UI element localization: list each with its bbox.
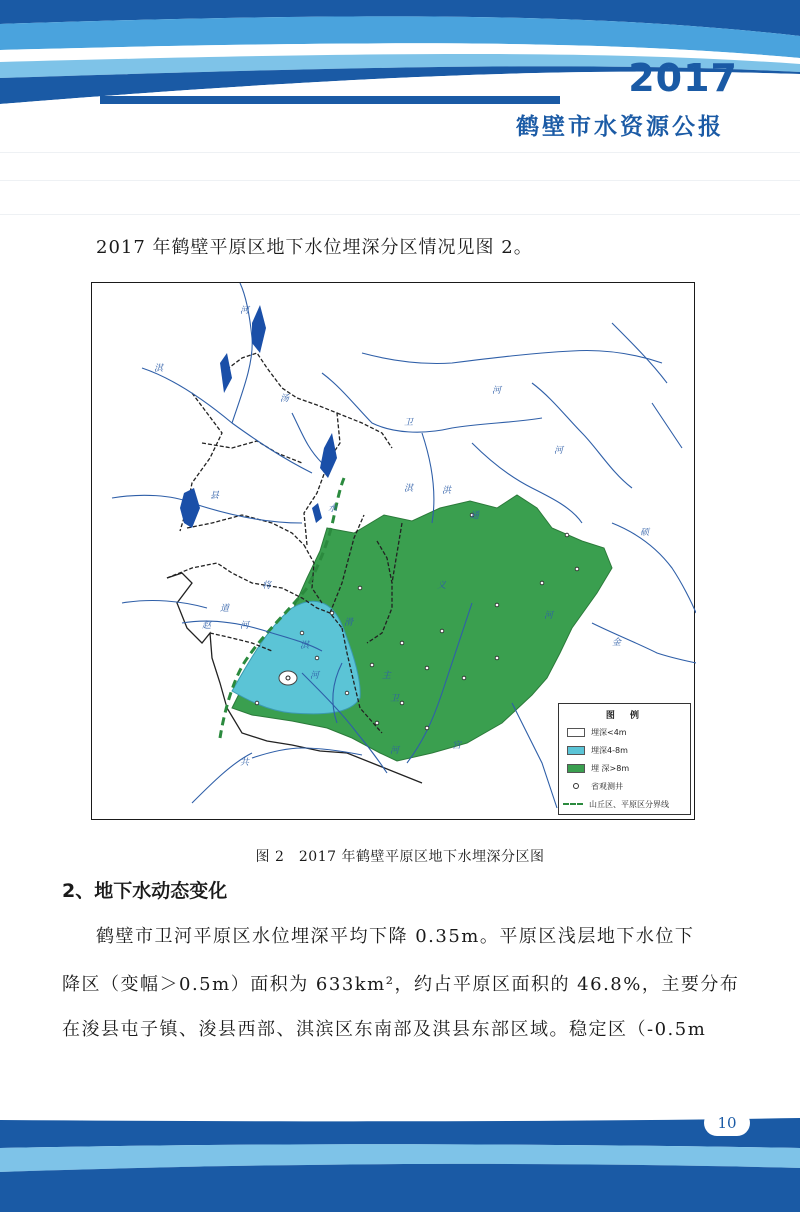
- intro-paragraph: 2017 年鹤壁平原区地下水位埋深分区情况见图 2。: [96, 237, 533, 258]
- label-gong2: 共: [240, 758, 250, 768]
- legend-title: 图 例: [605, 711, 646, 721]
- groundwater-depth-map: [91, 282, 695, 820]
- label-jiang: 将: [262, 581, 272, 591]
- label-hua: 滑: [344, 618, 354, 628]
- label-wei-left: 卫: [404, 418, 414, 428]
- legend-label: 省观测井: [591, 781, 623, 791]
- body-line-3: 在浚县屯子镇、浚县西部、淇滨区东南部及淇县东部区域。稳定区（-0.5m: [62, 1019, 707, 1040]
- legend-swatch-green: [567, 764, 585, 773]
- label-tong: 通: [470, 511, 480, 521]
- legend-label: 埋深<4m: [591, 727, 627, 737]
- label-qi3: 淇: [300, 641, 310, 651]
- label-wei: 卫: [390, 694, 400, 704]
- well-marker-icon: [573, 783, 579, 789]
- report-title: 鹤壁市水资源公报: [516, 114, 724, 140]
- legend-item-well: [567, 780, 623, 792]
- body-line-1: [62, 922, 694, 948]
- legend-item-boundary: [563, 798, 669, 810]
- label-yi: 义: [437, 581, 447, 591]
- legend-label: 山丘区、平原区分界线: [589, 799, 669, 809]
- label-he-mid: 河: [240, 621, 250, 631]
- label-he-s: 河: [310, 671, 320, 681]
- legend-item-shallow: [567, 726, 627, 738]
- label-he-north: 河: [240, 306, 250, 316]
- label-he-right: 河: [554, 446, 564, 456]
- guide-line: [0, 214, 800, 215]
- footer-wave-graphic: [0, 1108, 800, 1212]
- map-legend: [558, 703, 691, 815]
- legend-swatch-cyan: [567, 746, 585, 755]
- legend-label: 埋深4-8m: [591, 745, 628, 755]
- guide-line: [0, 152, 800, 153]
- label-dao: 道: [220, 604, 230, 614]
- section-heading: 2、地下水动态变化: [62, 880, 228, 902]
- body-line-2: 降区（变幅＞0.5m）面积为 633km²，约占平原区面积的 46.8%，主要分布: [62, 974, 740, 995]
- figure-caption: 图 2 2017 年鹤壁平原区地下水埋深分区图: [255, 849, 545, 865]
- label-shui: 水: [328, 504, 338, 514]
- label-gong: 宫: [452, 741, 462, 751]
- legend-label: 埋 深>8m: [591, 763, 630, 773]
- guide-line: [0, 180, 800, 181]
- label-xian: 县: [210, 491, 220, 501]
- footer-banner: [0, 1108, 800, 1212]
- label-he-top: 河: [492, 386, 502, 396]
- page-number: 10: [704, 1110, 750, 1136]
- label-shou: 硕: [640, 528, 650, 538]
- legend-item-medium: [567, 744, 628, 756]
- label-he-w: 河: [390, 746, 400, 756]
- reservoirs: [180, 305, 337, 528]
- label-zhu: 主: [382, 671, 392, 681]
- label-qi: 淇: [154, 364, 164, 374]
- label-hong: 洪: [442, 486, 452, 496]
- label-tang: 汤: [280, 394, 290, 404]
- observation-well: [286, 676, 290, 680]
- label-he-e: 河: [544, 611, 554, 621]
- label-jin: 金: [612, 638, 622, 648]
- boundary-line-icon: [563, 803, 583, 805]
- report-year: 2017: [628, 56, 738, 100]
- body-text: 鹤壁市卫河平原区水位埋深平均下降 0.35m。平原区浅层地下水位下: [96, 926, 695, 947]
- label-zhao: 赵: [202, 621, 212, 631]
- label-qi2: 淇: [404, 484, 414, 494]
- legend-swatch-white: [567, 728, 585, 737]
- legend-item-deep: [567, 762, 629, 774]
